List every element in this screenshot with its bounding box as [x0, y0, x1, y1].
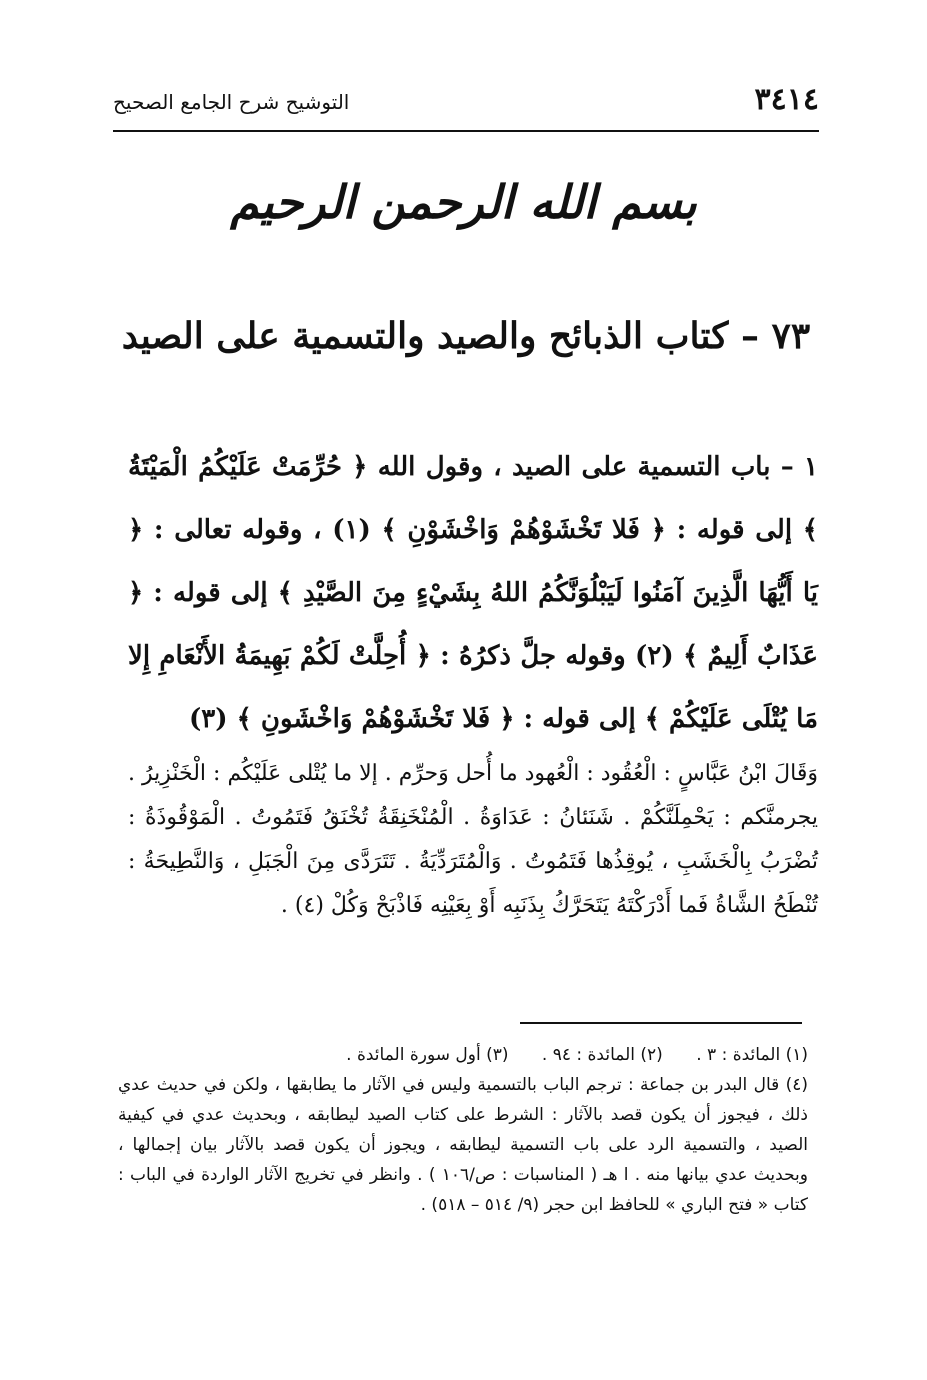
chapter-heading-text: ١ – باب التسمية على الصيد ، وقول الله ﴿ حُرِّمَتْ عَلَيْكُمُ الْمَيْتَةُ ﴾ إلى قوله : ﴿ فَلا تَخْشَوْهُمْ وَاخْشَوْنِ ﴾ (١) ، وقوله تعالى : ﴿ يَا أَيُّهَا الَّذِينَ آمَنُوا لَيَبْلُوَنَّكُمُ اللهُ بِشَيْءٍ مِنَ الصَّيْدِ ﴾ إلى قوله : ﴿ عَذَابٌ أَلِيمٌ ﴾ (٢) وقوله جلَّ ذكرُهُ : ﴿ أُحِلَّتْ لَكُمْ بَهِيمَةُ الأَنْعَامِ إِلا مَا يُتْلَى عَلَيْكُمْ ﴾ إلى قوله : ﴿ فَلا تَخْشَوْهُمْ وَاخْشَونِ ﴾ (٣) [128, 452, 818, 734]
footnote-3: (٣) أول سورة المائدة . [346, 1045, 509, 1065]
footnote-2: (٢) المائدة : ٩٤ . [541, 1045, 663, 1065]
footnote-divider [520, 1022, 802, 1024]
page-number: ٣٤١٤ [754, 82, 819, 117]
narration-text: وَقَالَ ابْنُ عَبَّاسٍ : الْعُقُود : الْعُهود ما أُحل وَحرِّم . إلا ما يُتْلى عَلَيْكُم : الْخَنْزِيرُ . يجرمنَّكم : يَحْمِلَنَّكُمْ . شَنَئانُ : عَدَاوَةُ . الْمُنْخَنِقَةُ تُخْنَقُ فَتَمُوتُ . الْمَوْقُوذَةُ : تُضْرَبُ بِالْخَشَبِ ، يُوقِذُها فَتَمُوتُ . وَالْمُتَرَدِّيَةُ . تَتَرَدَّى مِنَ الْجَبَلِ ، وَالنَّطِيحَةُ : تُنْطَحُ الشَّاةُ فَما أَدْرَكْتَهُ يَتَحَرَّكُ بِذَنَبِه أَوْ بِعَيْنِه فَاذْبَحْ وَكُلْ (٤) . [128, 761, 818, 918]
footnotes [118, 1040, 808, 1220]
chapter-title: ٧٣ – كتاب الذبائح والصيد والتسمية على الصيد [121, 315, 811, 357]
footnote-4: (٤) قال البدر بن جماعة : ترجم الباب بالتسمية وليس في الآثار ما يطابقها ، ولكن في حديث عدي ذلك ، فيجوز أن يكون قصد بالآثار : الشرط على كتاب الصيد ليطابقه ، وبحديث عدي في كيفية الصيد ، والتسمية الرد على باب التسمية ليطابقه ، ويجوز أن يكون قصد بالآثار بيان إجمالها ، وبحديث عدي بيانها منه . ا هـ ( المناسبات : ص/١٠٦ ) . وانظر في تخريج الآثار الواردة في الباب : كتاب « فتح الباري » للحافظ ابن حجر (٩/ ٥١٤ – ٥١٨) . [118, 1075, 808, 1215]
footnote-1: (١) المائدة : ٣ . [696, 1045, 808, 1065]
page-header [113, 82, 819, 132]
header-divider [113, 130, 819, 132]
footnote-references [118, 1040, 808, 1070]
basmala: بسم الله الرحمن الرحيم [230, 175, 697, 229]
running-title: التوشيح شرح الجامع الصحيح [113, 90, 350, 114]
